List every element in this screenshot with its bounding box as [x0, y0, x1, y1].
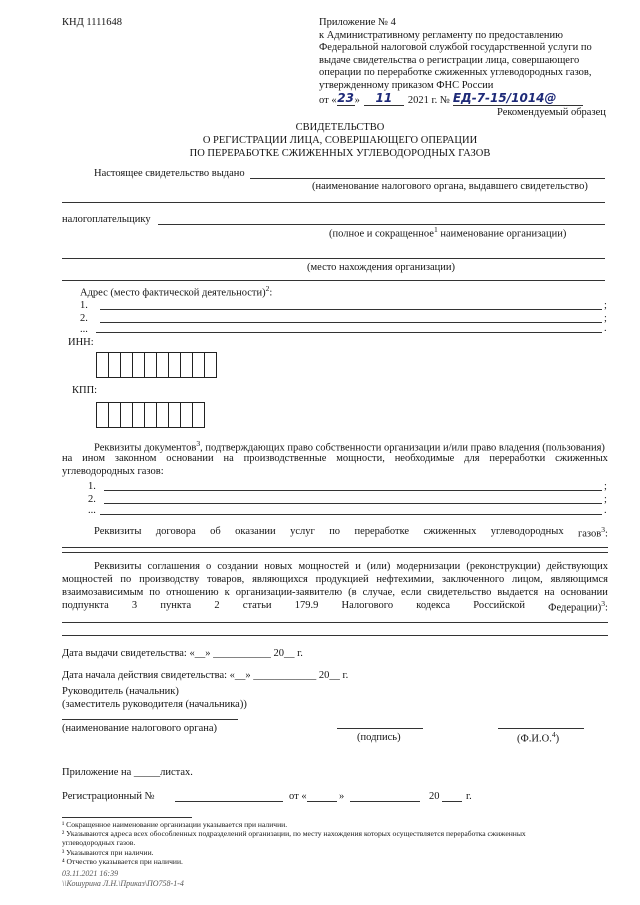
- taxpayer-label: налогоплательщику: [62, 214, 151, 225]
- address-field-1[interactable]: [100, 309, 602, 310]
- docs-semicolon-2: ;: [604, 494, 607, 505]
- system-stamp: [62, 869, 184, 888]
- order-year-text: 2021 г. №: [407, 95, 450, 106]
- attachment-label[interactable]: Приложение на _____листах.: [62, 767, 193, 778]
- contract-field-2[interactable]: [62, 552, 608, 553]
- taxpayer-field-line[interactable]: [158, 224, 605, 225]
- inn-label: ИНН:: [68, 337, 94, 348]
- location-caption: (место нахождения организации): [307, 262, 455, 273]
- authority-caption: (наименование налогового органа): [62, 723, 218, 734]
- issued-field-line-2[interactable]: [62, 202, 605, 203]
- address-label: Адрес (место фактической деятельности)$^2$:: [80, 284, 273, 299]
- registration-day-field[interactable]: [307, 801, 337, 802]
- agreement-line-3: взаимозависимым по отношению к организации-заявителю (в случае, если свидетельство выдается на основании: [62, 587, 608, 598]
- order-sep: »: [354, 95, 360, 106]
- agreement-line-4: подпункта 3 пункта 2 статьи 179.9 Налогового кодекса Российской Федерации)$^3$:: [62, 599, 608, 614]
- footnote: ³ Указываются при наличии.: [62, 847, 154, 857]
- address-semicolon-2: ;: [604, 313, 607, 324]
- address-semicolon-1: ;: [604, 300, 607, 311]
- kpp-label: КПП:: [72, 385, 98, 396]
- registration-label: Регистрационный №: [62, 791, 155, 802]
- footnote-separator: [62, 817, 192, 818]
- appendix-line: операции по переработке сжиженных углеводородных газов,: [319, 67, 592, 79]
- agreement-line-1: Реквизиты соглашения о создании новых мощностей и (или) модернизации (реконструкции) действующих: [94, 561, 608, 572]
- title-line: ПО ПЕРЕРАБОТКЕ СЖИЖЕННЫХ УГЛЕВОДОРОДНЫХ ГАЗОВ: [189, 148, 491, 159]
- appendix-line: утвержденному приказом ФНС России: [319, 79, 494, 91]
- appendix-block: [319, 17, 592, 93]
- appendix-line: выдаче свидетельства о регистрации лица, совершающего: [319, 54, 580, 66]
- registration-number-field[interactable]: [175, 801, 283, 802]
- footnote: углеводородных газов.: [62, 838, 136, 848]
- contract-field-1[interactable]: [62, 547, 608, 548]
- authority-field-line[interactable]: [62, 719, 238, 720]
- inn-cell[interactable]: [204, 352, 217, 378]
- agreement-line-2: мощностей по производству товаров, являющихся продукцией нефтехимии, заключенного лицом, являющимся: [62, 574, 608, 585]
- title-line: О РЕГИСТРАЦИИ ЛИЦА, СОВЕРШАЮЩЕГО ОПЕРАЦИИ: [202, 135, 478, 146]
- address-item-more: ...: [80, 324, 88, 335]
- issued-field-line[interactable]: [250, 178, 605, 179]
- location-field-line[interactable]: [62, 258, 605, 259]
- order-day: 23: [337, 91, 354, 105]
- footnote: ² Указываются адреса всех обособленных подразделений организации, по месту нахождения которых осуществляется переработка сжиженных: [62, 829, 526, 839]
- fio-field-line[interactable]: [498, 728, 584, 729]
- appendix-line: Федеральной налоговой службой государственной услуги по: [319, 42, 592, 54]
- issued-label: Настоящее свидетельство выдано: [94, 168, 245, 179]
- appendix-line: Приложение № 4: [319, 17, 396, 28]
- docs-item-2: 2.: [88, 494, 96, 505]
- kpp-grid[interactable]: [96, 402, 204, 428]
- address-item-2: 2.: [80, 313, 88, 324]
- head-deputy: (заместитель руководителя (начальника)): [62, 699, 247, 710]
- address-field-2[interactable]: [100, 322, 602, 323]
- docs-item-more: ...: [88, 505, 96, 516]
- docs-line-1: Реквизиты документов$^3$, подтверждающих право собственности организации и/или право владения (пользования): [94, 439, 605, 454]
- docs-field-2[interactable]: [104, 503, 602, 504]
- address-field-more[interactable]: [96, 332, 602, 333]
- stamp-line: 03.11.2021 16:39: [62, 869, 119, 878]
- agreement-field-2[interactable]: [62, 635, 608, 636]
- docs-field-more[interactable]: [100, 514, 602, 515]
- footnote: ⁴ Отчество указывается при наличии.: [62, 856, 183, 866]
- address-period: .: [604, 323, 607, 334]
- inn-grid[interactable]: [96, 352, 216, 378]
- agreement-field-1[interactable]: [62, 622, 608, 623]
- docs-line-3: углеводородных газов:: [62, 466, 164, 477]
- registration-year-field[interactable]: [442, 801, 462, 802]
- issued-caption: (наименование налогового органа, выдавшего свидетельство): [312, 181, 588, 192]
- registration-month-field[interactable]: [350, 801, 420, 802]
- contract-line: Реквизиты договора об оказании услуг по переработке сжиженных углеводородных газов$^3$:: [94, 525, 608, 540]
- location-field-line-2[interactable]: [62, 280, 605, 281]
- address-item-1: 1.: [80, 300, 88, 311]
- knd-code: КНД 1111648: [62, 17, 122, 28]
- signature-caption: (подпись): [357, 732, 401, 743]
- start-date-label[interactable]: Дата начала действия свидетельства: «__» ____________ 20__ г.: [62, 670, 349, 681]
- stamp-line: \\Кошурина Л.Н.\Приказ\ПО758-1-4: [62, 878, 184, 888]
- footnotes: [62, 820, 622, 866]
- fio-caption: (Ф.И.О.$^4$): [517, 730, 560, 745]
- docs-semicolon-1: ;: [604, 481, 607, 492]
- document-title: [150, 121, 530, 160]
- title-line: СВИДЕТЕЛЬСТВО: [295, 122, 385, 133]
- footnote: ¹ Сокращенное наименование организации указывается при наличии.: [62, 820, 288, 829]
- order-month: 11: [364, 91, 404, 106]
- docs-item-1: 1.: [88, 481, 96, 492]
- issue-date-label[interactable]: Дата выдачи свидетельства: «__» ___________ 20__ г.: [62, 648, 303, 659]
- head-title: Руководитель (начальник): [62, 686, 179, 697]
- docs-field-1[interactable]: [104, 490, 602, 491]
- kpp-cell[interactable]: [192, 402, 205, 428]
- signature-field-line[interactable]: [337, 728, 423, 729]
- order-prefix: от «: [319, 95, 337, 106]
- registration-year: 20: [429, 791, 440, 802]
- order-line: [319, 91, 583, 106]
- registration-year-suffix: г.: [466, 791, 472, 802]
- docs-line-2: на ином законном основании на производственные мощности, необходимые для переработки сжиженных: [62, 453, 608, 464]
- recommended-sample: Рекомендуемый образец: [497, 107, 606, 118]
- registration-from: от «: [289, 791, 307, 802]
- docs-period: .: [604, 505, 607, 516]
- appendix-line: к Административному регламенту по предоставлению: [319, 29, 563, 41]
- taxpayer-caption: (полное и сокращенное$^1$ наименование организации): [329, 225, 567, 240]
- order-number: ЕД-7-15/1014@: [453, 91, 583, 106]
- registration-quote: »: [339, 791, 345, 802]
